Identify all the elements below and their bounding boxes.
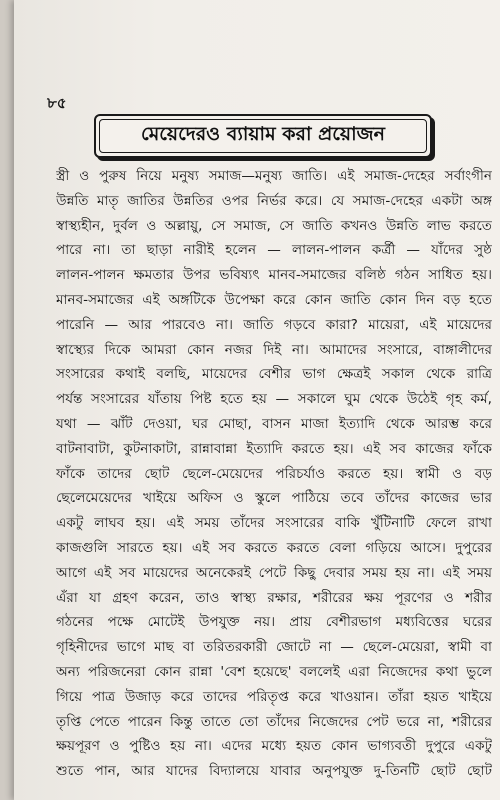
- text-line: আগে এই সব মায়েদের অনেকেরই পেটে কিছু দেবার সময় হয় না। এই সময়: [56, 564, 492, 581]
- text-line: স্বাস্থ্যহীন, দুর্বল ও অল্লায়ু, সে সমাজ, সে জাতি কখনও উন্নতি লাভ করতে: [56, 217, 492, 234]
- chapter-title-box: [94, 114, 432, 158]
- text-line: পর্যন্ত সংসারের যাঁতায় পিষ্ট হতে হয় — সকালে ঘুম থেকে উঠেই গৃহ কর্ম,: [56, 391, 492, 408]
- text-line: মানব-সমাজের এই অঙ্গটিকে উপেক্ষা করে কোন জাতি কোন দিন বড় হতে: [56, 291, 492, 308]
- text-line: গিয়ে পাত্র উজাড় করে তাদের পরিতৃপ্ত করে খাওয়ান। তাঁরা হয়ত খাইয়ে: [56, 688, 492, 705]
- chapter-title: মেয়েদেরও ব্যায়াম করা প্রয়োজন: [141, 123, 385, 145]
- text-line: বাটনাবাটা, কুটনাকাটা, রান্নাবান্না ইত্যাদি করতে হয়। এই সব কাজের ফাঁকে: [56, 440, 492, 457]
- page-number: ৮৫: [47, 94, 67, 112]
- show-through-text: [34, 0, 492, 80]
- text-line: সংসারের কথাই বলছি, মায়েদের বেশীর ভাগ ক্ষেত্রই সকাল থেকে রাত্রি: [56, 366, 492, 383]
- text-line: তৃপ্তি পেতে পারেন কিন্তু তাতে তো তাঁদের নিজেদের পেট ভরে না, শরীরের: [56, 713, 492, 730]
- text-line: অন্য পরিজনেরা কোন রান্না 'বেশ হয়েছে' বললেই এরা নিজেদের কথা ভুলে: [56, 663, 492, 680]
- text-line: ফাঁকে তাদের ছোট ছেলে-মেয়েদের পরিচর্যাও করতে হয়। স্বামী ও বড়: [56, 465, 492, 482]
- text-line: গঠনের পক্ষে মোটেই উপযুক্ত নয়। প্রায় বেশীরভাগ মধ্যবিত্তের ঘরের: [56, 614, 492, 631]
- text-line: পারেনি — আর পারবেও না। জাতি গড়বে কারা? মায়েরা, এই মায়েদের: [56, 316, 492, 333]
- text-line: ক্ষয়পূরণ ও পুষ্টিও হয় না। এদের মধ্যে হয়ত কোন ভাগ্যবতী দুপুরে একটু: [56, 738, 492, 755]
- text-line: এঁরা যা গ্রহণ করেন, তাও স্বাস্থ্য রক্ষার, শরীরের ক্ষয় পূরণের ও শরীর: [56, 589, 492, 606]
- text-line: কাজগুলি সারতে হয়। এই সব করতে করতে বেলা গড়িয়ে আসে। দুপুরের: [56, 539, 492, 556]
- body-paragraph: [56, 164, 492, 784]
- book-page: [14, 0, 500, 800]
- text-line: যথা — ঝাঁট দেওয়া, ঘর মোছা, বাসন মাজা ইত্যাদি থেকে আরম্ভ করে: [56, 415, 492, 432]
- text-line: শুতে পান, আর যাদের বিদ্যালয়ে যাবার অনুপযুক্ত দু-তিনটি ছোট ছোট: [56, 763, 492, 780]
- text-line: একটু লাঘব হয়। এই সময় তাঁদের সংসারের বাকি খুঁটিনাটি ফেলে রাখা: [56, 515, 492, 532]
- text-line: ছেলেমেয়েদের খাইয়ে অফিস ও স্কুলে পাঠিয়ে তবে তাঁদের কাজের ভার: [56, 490, 492, 507]
- text-line: স্ত্রী ও পুরুষ নিয়ে মনুষ্য সমাজ—মনুষ্য জাতি। এই সমাজ-দেহের সর্বাংগীন: [56, 168, 492, 184]
- text-line: লালন-পালন ক্ষমতার উপর ভবিষ্যৎ মানব-সমাজের বলিষ্ঠ গঠন সাধিত হয়।: [56, 267, 492, 284]
- text-line: স্বাস্থ্যের দিকে আমরা কোন নজর দিই না। আমাদের সংসারে, বাঙ্গালীদের: [56, 341, 492, 358]
- text-line: গৃহিনীদের ভাগে মাছ বা তরিতরকারী জোটে না — ছেলে-মেয়েরা, স্বামী বা: [56, 639, 492, 656]
- text-line: পারে না। তা ছাড়া নারীই হলেন — লালন-পালন কর্ত্রী — যাঁদের সুষ্ঠ: [56, 242, 492, 259]
- text-line: উন্নতি মাতৃ জাতির উন্নতির ওপর নির্ভর করে। যে সমাজ-দেহের একটা অঙ্গ: [56, 192, 492, 209]
